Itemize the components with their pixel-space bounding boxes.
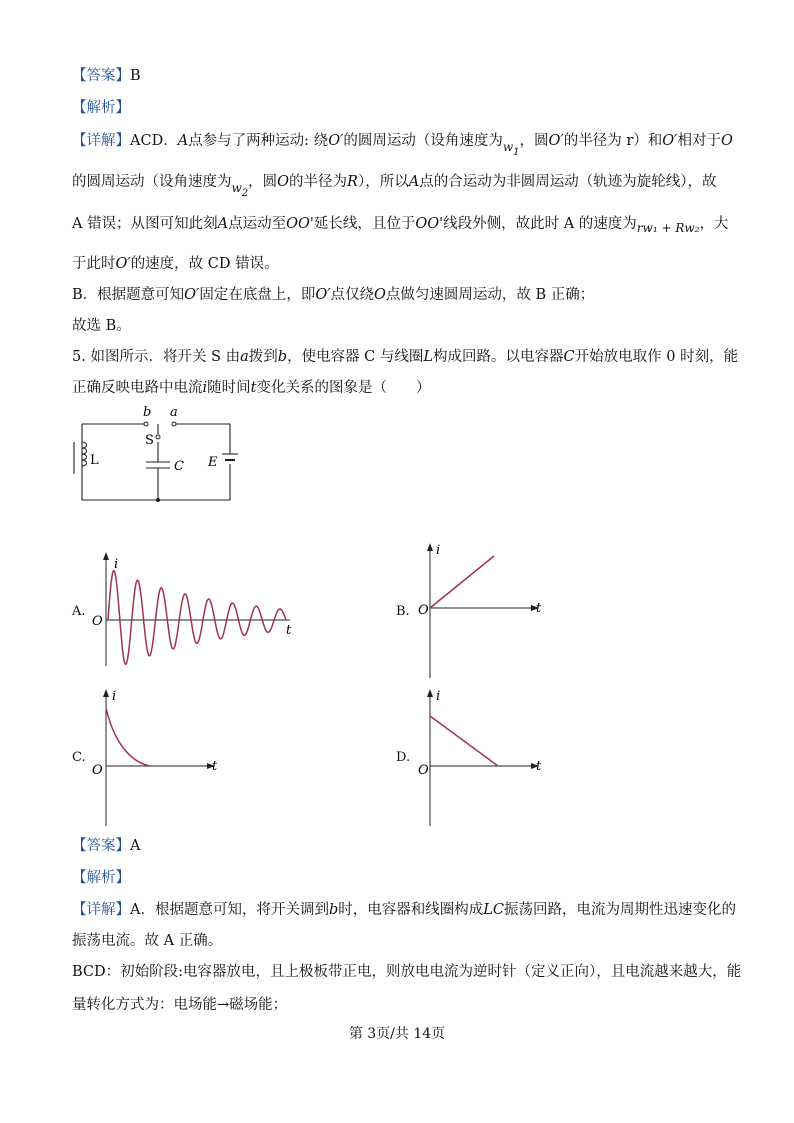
- omega1: w1: [502, 140, 520, 158]
- graph-b-origin: O: [418, 603, 429, 618]
- answer-value: B: [130, 68, 141, 84]
- analysis-line-1: [72, 98, 130, 118]
- text: A: [177, 133, 189, 149]
- detail-1-line-4: [72, 254, 279, 274]
- switch-pivot: [156, 435, 160, 439]
- inductor-coil: [82, 442, 87, 466]
- text: O′: [315, 287, 331, 303]
- text: 的半径为 r）和: [563, 133, 663, 149]
- text: A: [408, 174, 420, 190]
- graph-d-i-label: i: [436, 689, 441, 704]
- text: a: [240, 349, 249, 365]
- label-a: a: [170, 405, 178, 420]
- text: t: [250, 380, 257, 396]
- text: 构成回路。以电容器: [433, 349, 564, 365]
- graph-c-origin: O: [92, 763, 103, 778]
- text: ，圆: [248, 174, 278, 190]
- option-b-label: B.: [396, 604, 410, 619]
- page-footer: 第 3页/共 14页: [348, 1026, 446, 1042]
- detail-tag: 【详解】: [72, 133, 130, 149]
- detail-2-line-2: 振荡电流。故 A 正确。: [72, 933, 223, 949]
- answer-value: A: [130, 838, 141, 854]
- text: 点做匀速圆周运动，故 B 正确；: [385, 287, 595, 303]
- graph-c-decay-curve: [106, 708, 150, 766]
- graph-c-t-label: t: [212, 759, 218, 774]
- text: A 错误；从图可知此刻: [72, 216, 218, 232]
- text: O′: [115, 256, 131, 272]
- terminal-b: [144, 422, 148, 426]
- text: b: [328, 902, 339, 918]
- option-c-label: C.: [72, 750, 86, 765]
- text: ACD．: [130, 133, 178, 149]
- velocity-formula: rw₁ + Rw₂: [636, 221, 700, 235]
- detail-1-line-3: [72, 214, 728, 234]
- graph-a: [90, 550, 300, 666]
- lc-circuit-diagram: [66, 404, 246, 504]
- text: 点参与了两种运动: 绕: [188, 133, 329, 149]
- text: 点仅绕: [330, 287, 375, 303]
- graph-c-y-arrow: [103, 689, 109, 697]
- graph-a-y-arrow: [103, 552, 109, 560]
- detail-1-line-6: 故选 B。: [72, 318, 131, 334]
- text: 的圆周运动（设角速度为: [72, 174, 232, 190]
- detail-2-line-3: BCD：初始阶段:电容器放电，且上极板带正电，则放电电流为逆时针（定义正向），且电流越来越大，能: [72, 964, 742, 980]
- answer-line-2: [72, 836, 140, 856]
- question-5-line-1: [72, 347, 738, 367]
- detail-2-line-1: [72, 900, 736, 920]
- text: O′: [184, 287, 200, 303]
- graph-d: [414, 686, 554, 826]
- label-b: b: [143, 405, 152, 420]
- omega2: w2: [231, 181, 249, 199]
- text: O: [277, 174, 290, 190]
- junction-dot: [156, 498, 160, 502]
- graph-c: [90, 686, 230, 826]
- text: 的圆周运动（设角速度为: [343, 133, 503, 149]
- graph-a-oscillation-curve: [108, 571, 286, 665]
- graph-b-line: [430, 556, 494, 608]
- text: 点运动至: [228, 216, 287, 232]
- text: O′: [662, 133, 678, 149]
- text: 时，电容器和线圈构成: [338, 902, 484, 918]
- text: 正确反映电路中电流: [72, 380, 203, 396]
- text: 相对于: [677, 133, 721, 149]
- text: R: [347, 174, 358, 190]
- graph-b-t-label: t: [536, 601, 542, 616]
- text: O: [374, 287, 386, 303]
- text: A: [217, 216, 229, 232]
- analysis-tag: 【解析】: [72, 870, 130, 886]
- label-L: L: [90, 453, 99, 468]
- graph-d-y-arrow: [427, 689, 433, 697]
- text: O′: [328, 133, 344, 149]
- text: O: [720, 133, 733, 149]
- text: 线段外侧，故此时 A 的速度为: [443, 216, 637, 232]
- text: 的速度，故 CD 错误。: [130, 256, 279, 272]
- label-C: C: [174, 459, 184, 474]
- graph-d-line: [430, 716, 498, 766]
- detail-1-line-1: [72, 131, 733, 157]
- text: 延长线，且位于: [313, 216, 416, 232]
- terminal-a: [172, 422, 176, 426]
- text: b: [277, 349, 288, 365]
- text: L: [423, 349, 434, 365]
- text: C: [563, 349, 575, 365]
- graph-b: [414, 540, 554, 680]
- detail-1-line-2: [72, 172, 716, 198]
- graph-a-i-label: i: [114, 557, 119, 572]
- label-E: E: [208, 455, 218, 470]
- text: ，使电容器 C 与线圈: [287, 349, 424, 365]
- text: OO': [286, 216, 314, 232]
- graph-b-y-arrow: [427, 543, 433, 551]
- text: 振荡回路，电流为周期性迅速变化的: [504, 902, 737, 918]
- option-d-label: D.: [396, 750, 411, 765]
- text: OO': [415, 216, 444, 232]
- analysis-line-2: [72, 868, 130, 888]
- wire-top-right: [174, 424, 230, 454]
- text: LC: [483, 902, 505, 918]
- text: O′: [548, 133, 564, 149]
- answer-tag: 【答案】: [72, 838, 130, 854]
- graph-a-t-label: t: [286, 623, 292, 638]
- detail-2-line-4: 量转化方式为：电场能→磁场能；: [72, 997, 288, 1013]
- text: 5. 如图所示．将开关 S 由: [72, 349, 241, 365]
- text: 点的合运动为非圆周运动（轨迹为旋轮线），故: [419, 174, 717, 190]
- text: ），所以: [357, 174, 409, 190]
- text: 于此时: [72, 256, 116, 272]
- text: 固定在底盘上，即: [199, 287, 316, 303]
- graph-c-i-label: i: [112, 689, 117, 704]
- text: 开始放电取作 0 时刻，能: [574, 349, 739, 365]
- text: ，圆: [519, 133, 549, 149]
- graph-b-i-label: i: [436, 543, 441, 558]
- answer-line-1: [72, 66, 141, 86]
- graph-d-t-label: t: [536, 759, 542, 774]
- text: ，大: [699, 216, 729, 232]
- answer-tag: 【答案】: [72, 68, 130, 84]
- option-a-label: A.: [72, 604, 86, 619]
- label-S: S: [145, 433, 154, 448]
- graph-a-origin: O: [92, 614, 103, 629]
- text: i: [202, 380, 208, 396]
- question-5-line-2: [72, 378, 430, 398]
- text: 随时间: [207, 380, 251, 396]
- detail-1-line-5: [72, 285, 594, 305]
- analysis-tag: 【解析】: [72, 100, 130, 116]
- text: 拨到: [248, 349, 278, 365]
- detail-tag: 【详解】: [72, 902, 130, 918]
- text: 变化关系的图象是（ ）: [256, 380, 431, 396]
- text: 的半径为: [289, 174, 348, 190]
- text: B．根据题意可知: [72, 287, 185, 303]
- graph-d-origin: O: [418, 763, 429, 778]
- text: A．根据题意可知，将开关调到: [130, 902, 329, 918]
